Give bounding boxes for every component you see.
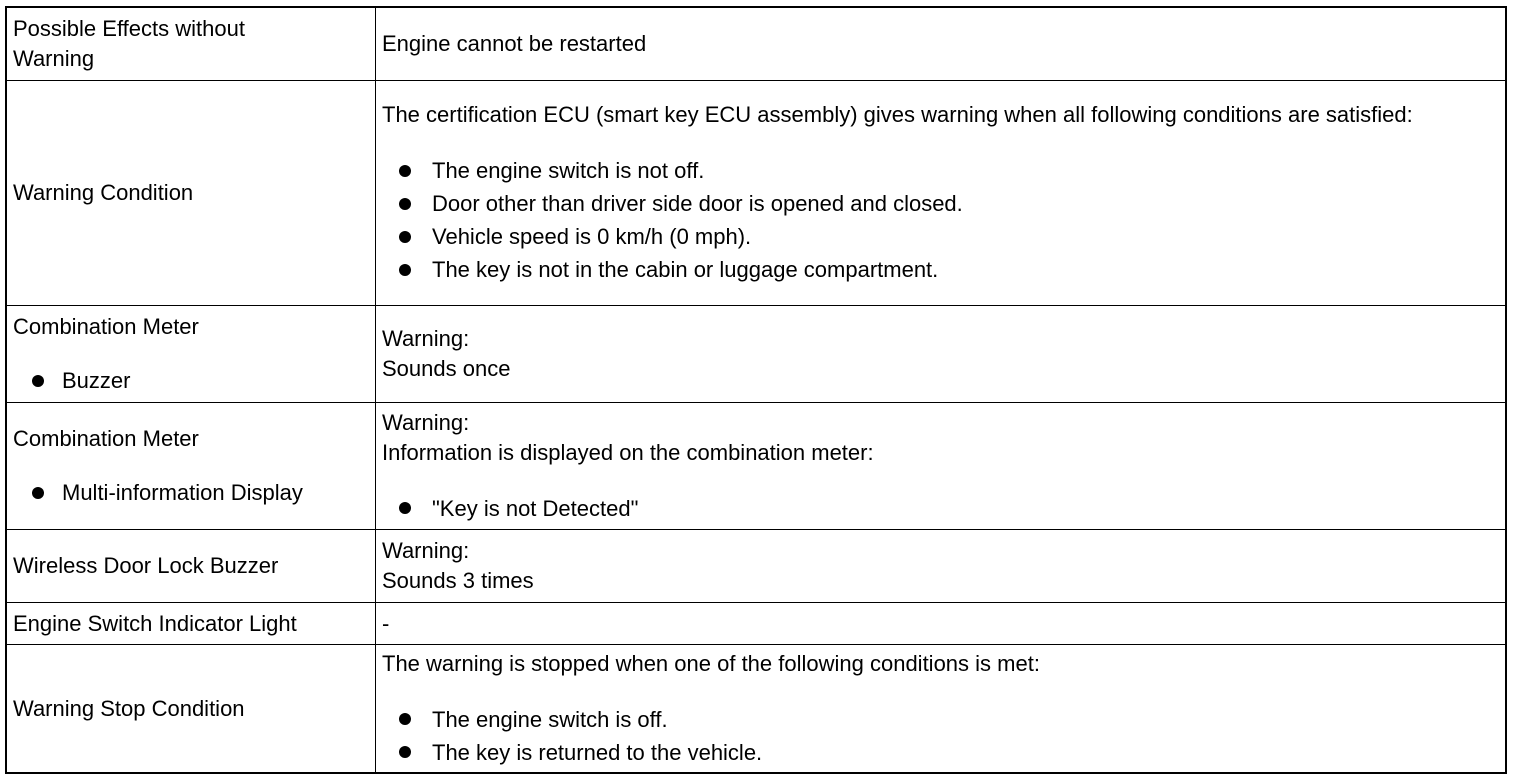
row-intro-text: The certification ECU (smart key ECU assembly) gives warning when all following conditions are satisfied: xyxy=(382,102,1413,127)
stop-condition-list xyxy=(382,703,1497,769)
row-label-cell xyxy=(7,8,376,80)
message-list xyxy=(382,492,1497,525)
table-row xyxy=(7,8,1505,80)
row-label: Warning Stop Condition xyxy=(13,695,245,721)
row-value-cell xyxy=(376,81,1505,305)
row-sub-item: Multi-information Display xyxy=(13,478,375,508)
table-row xyxy=(7,80,1505,305)
row-label: Combination Meter xyxy=(13,426,199,451)
row-value: Engine cannot be restarted xyxy=(382,31,647,56)
row-value-cell xyxy=(376,603,1505,644)
list-item: The key is not in the cabin or luggage compartment. xyxy=(382,253,1497,286)
row-value-line: Warning: xyxy=(382,538,470,563)
bullet-icon xyxy=(399,502,411,514)
row-label: Engine Switch Indicator Light xyxy=(13,610,297,636)
row-label-cell xyxy=(7,306,376,402)
row-label: Combination Meter xyxy=(13,314,199,339)
list-item: The key is returned to the vehicle. xyxy=(382,736,1497,769)
row-label: Wireless Door Lock Buzzer xyxy=(13,553,279,578)
bullet-icon xyxy=(399,713,411,725)
row-value-line: Warning: xyxy=(382,409,470,435)
bullet-icon xyxy=(399,165,411,177)
row-label-cell xyxy=(7,403,376,529)
row-value-line: Sounds 3 times xyxy=(382,568,534,593)
bullet-icon xyxy=(399,746,411,758)
table-row xyxy=(7,305,1505,402)
row-label-cell xyxy=(7,603,376,644)
bullet-icon xyxy=(399,231,411,243)
row-value-cell xyxy=(376,8,1505,80)
row-value-cell xyxy=(376,306,1505,402)
row-value-line: Information is displayed on the combination meter: xyxy=(382,439,874,465)
row-label: Possible Effects without Warning xyxy=(13,16,245,71)
row-intro-text: The warning is stopped when one of the following conditions is met: xyxy=(382,650,1040,676)
bullet-icon xyxy=(399,198,411,210)
row-label-cell xyxy=(7,81,376,305)
list-item: "Key is not Detected" xyxy=(382,492,1497,525)
table-row xyxy=(7,529,1505,602)
row-sub-item: Buzzer xyxy=(13,366,375,396)
row-value: - xyxy=(382,610,390,636)
list-item: Door other than driver side door is opened and closed. xyxy=(382,187,1497,220)
row-label-cell xyxy=(7,645,376,772)
row-value-line: Sounds once xyxy=(382,356,511,381)
table-row xyxy=(7,402,1505,529)
list-item: Vehicle speed is 0 km/h (0 mph). xyxy=(382,220,1497,253)
row-label-cell xyxy=(7,530,376,602)
warning-table xyxy=(5,6,1507,774)
list-item: The engine switch is not off. xyxy=(382,154,1497,187)
bullet-icon xyxy=(399,264,411,276)
bullet-icon xyxy=(32,375,44,387)
row-value-line: Warning: xyxy=(382,326,470,351)
bullet-icon xyxy=(32,487,44,499)
row-value-cell xyxy=(376,403,1505,529)
row-value-cell xyxy=(376,645,1505,772)
row-label: Warning Condition xyxy=(13,180,194,205)
row-value-cell xyxy=(376,530,1505,602)
table-row xyxy=(7,644,1505,772)
table-row xyxy=(7,602,1505,644)
condition-list xyxy=(382,154,1497,286)
list-item: The engine switch is off. xyxy=(382,703,1497,736)
